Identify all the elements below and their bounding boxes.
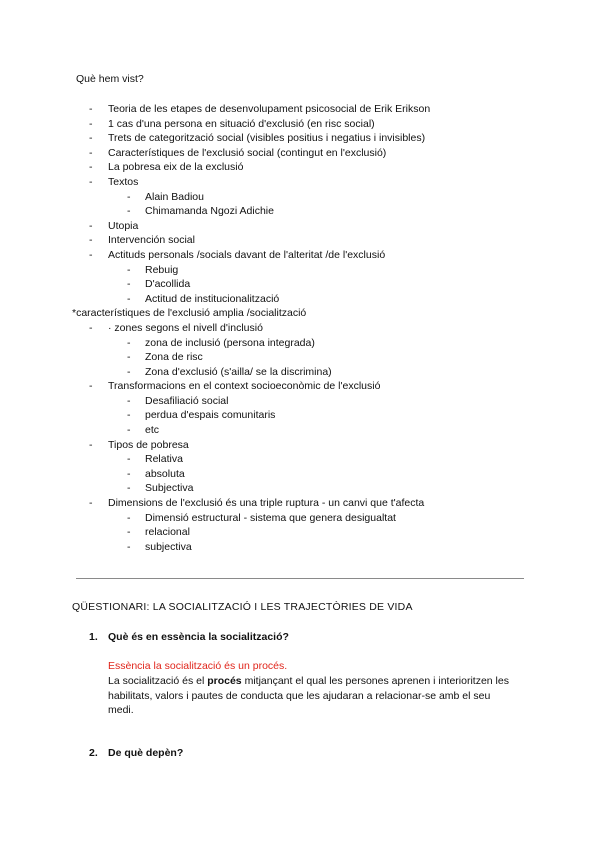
list-item: [0, 525, 600, 540]
bullet-dash: -: [89, 234, 93, 247]
bullet-dash: -: [127, 365, 131, 378]
bullet-dash: -: [89, 248, 93, 261]
bullet-dash: -: [127, 482, 131, 495]
list-item: [0, 350, 600, 365]
list-item-text: Trets de categorització social (visibles positius i negatius i invisibles): [108, 132, 426, 145]
list-item: [0, 481, 600, 496]
bullet-dash: -: [127, 409, 131, 422]
list-item: [0, 146, 600, 161]
bullet-dash: -: [127, 205, 131, 218]
question-text: De què depèn?: [108, 747, 184, 759]
bullet-dash: -: [127, 263, 131, 276]
list-item-text: Alain Badiou: [145, 190, 204, 203]
list-item-text: La pobresa eix de la exclusió: [108, 161, 244, 174]
list-item-text: · zones segons el nivell d'inclusió: [108, 321, 263, 334]
list-item-text: perdua d'espais comunitaris: [145, 409, 276, 422]
question-text: Què és en essència la socialització?: [108, 631, 289, 643]
list-item: [0, 511, 600, 526]
bullet-dash: -: [89, 175, 93, 188]
list-item-text: Chimamanda Ngozi Adichie: [145, 205, 274, 218]
bullet-dash: -: [89, 380, 93, 393]
list-item-text: zona de inclusió (persona integrada): [145, 336, 315, 349]
question-number: 1.: [89, 631, 98, 643]
list-item-text: Zona de risc: [145, 351, 203, 364]
list-item: [0, 160, 600, 175]
bullet-dash: -: [127, 336, 131, 349]
list-item: [0, 277, 600, 292]
list-item: [0, 408, 600, 423]
list-item: [0, 379, 600, 394]
list-item-text: Actitud de institucionalització: [145, 292, 280, 305]
bullet-dash: -: [89, 117, 93, 130]
bullet-dash: -: [89, 497, 93, 510]
list-item: [0, 233, 600, 248]
bullet-dash: -: [127, 351, 131, 364]
list-item-text: Tipos de pobresa: [108, 438, 189, 451]
questionnaire-title: QÜESTIONARI: LA SOCIALITZACIÓ I LES TRAJECTÒRIES DE VIDA: [72, 601, 413, 613]
bullet-dash: -: [127, 453, 131, 466]
list-item-text: Intervención social: [108, 234, 195, 247]
bullet-dash: -: [127, 511, 131, 524]
list-item-text: Rebuig: [145, 263, 179, 276]
list-item: [0, 423, 600, 438]
list-item-text: Zona d'exclusió (s'ailla/ se la discrimina): [145, 365, 332, 378]
list-item-text: Dimensió estructural - sistema que genera desigualtat: [145, 511, 396, 524]
bullet-dash: -: [127, 467, 131, 480]
list-item: [0, 190, 600, 205]
list-item-text: Actituds personals /socials davant de l'alteritat /de l'exclusió: [108, 248, 386, 261]
section-heading: Què hem vist?: [76, 73, 144, 85]
list-item: [0, 117, 600, 132]
list-item-text: absoluta: [145, 467, 185, 480]
list-item: [0, 131, 600, 146]
answer-body: [108, 674, 518, 718]
bullet-dash: -: [89, 438, 93, 451]
bullet-dash: -: [89, 103, 93, 115]
list-item: [0, 321, 600, 336]
bullet-dash: -: [127, 292, 131, 305]
list-item: [0, 496, 600, 511]
answer-1: [108, 659, 518, 718]
bullet-dash: -: [127, 278, 131, 291]
list-item: [0, 336, 600, 351]
list-item-text: subjectiva: [145, 540, 192, 553]
bullet-dash: -: [127, 540, 131, 553]
list-item-text: Textos: [108, 175, 139, 188]
bullet-dash: -: [89, 219, 93, 232]
answer-bold-term: procés: [207, 674, 242, 687]
list-item: [0, 102, 600, 117]
horizontal-divider: [76, 578, 524, 579]
list-item: [0, 467, 600, 482]
list-item-text: Dimensions de l'exclusió és una triple ruptura - un canvi que t'afecta: [108, 497, 425, 510]
list-item-text: Subjectiva: [145, 482, 194, 495]
list-item: [0, 394, 600, 409]
bullet-dash: -: [89, 146, 93, 159]
list-item: [0, 263, 600, 278]
bullet-dash: -: [89, 161, 93, 174]
answer-highlight: Essència la socialització és un procés.: [108, 660, 288, 672]
list-item: [0, 248, 600, 263]
bullet-dash: -: [127, 190, 131, 203]
bullet-dash: -: [89, 132, 93, 145]
list-item-text: etc: [145, 424, 160, 437]
list-item: [0, 219, 600, 234]
list-item-text: Teoria de les etapes de desenvolupament psicosocial de Erik Erikson: [108, 103, 431, 115]
bullet-dash: -: [127, 424, 131, 437]
list-item: [0, 438, 600, 453]
list-item-text: 1 cas d'una persona en situació d'exclusió (en risc social): [108, 117, 375, 130]
answer-text-start: La socialització és el: [108, 674, 208, 687]
list-item: [0, 175, 600, 190]
bullet-dash: -: [127, 526, 131, 539]
list-item-text: D'acollida: [145, 278, 191, 291]
list-item-text: Transformacions en el context socioeconòmic de l'exclusió: [108, 380, 381, 393]
bullet-dash: -: [127, 394, 131, 407]
list-item: [0, 540, 600, 555]
question-number: 2.: [89, 747, 98, 759]
answer-text-end: mitjançant el qual les persones aprenen i interioritzen les habilitats, valors i pautes de conducta que les ajudaran a relacionar-se amb el seu medi.: [108, 674, 509, 717]
outline-list: [0, 102, 600, 554]
bullet-dash: -: [89, 321, 93, 334]
list-item: [0, 452, 600, 467]
list-item: [0, 306, 600, 321]
list-item: [0, 204, 600, 219]
list-item: [0, 292, 600, 307]
list-item-text: Relativa: [145, 453, 183, 466]
list-item-text: *característiques de l'exclusió amplia /socialització: [72, 307, 307, 320]
list-item-text: Utopia: [108, 219, 139, 232]
list-item: [0, 365, 600, 380]
list-item-text: relacional: [145, 526, 190, 539]
list-item-text: Característiques de l'exclusió social (contingut en l'exclusió): [108, 146, 387, 159]
list-item-text: Desafiliació social: [145, 394, 229, 407]
